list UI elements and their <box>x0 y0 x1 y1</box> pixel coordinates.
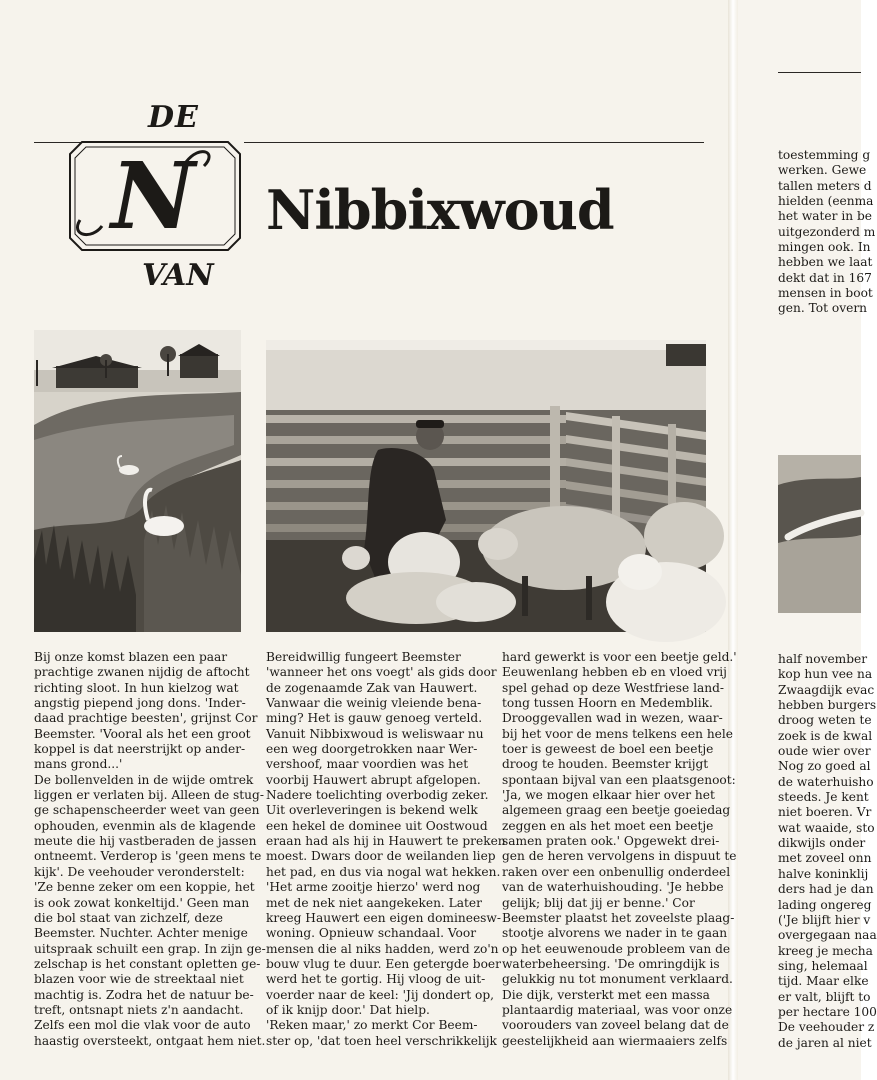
header-van: VAN <box>142 258 214 293</box>
article-column-3: hard gewerkt is voor een beetje geld.' Eeuwenlang hebben eb en vloed vrij spel gehad op deze Westfriese land- tong tussen Hoorn en Medemblik. Drooggevallen wad in wezen, waar- bij het voor de mens telkens een hele toer is geweest de boel een beetje droog te houden. Beemster krijgt spontaan bijval van een plaatsgenoot: 'Ja, we mogen elkaar hier over het algemeen graag een beetje goeiedag zeggen en als het moet een beetje samen praten ook.' Opgewekt drei- gen de heren vervolgens in dispuut te raken over een onbenullig onderdeel van de waterhuishouding. 'Je hebbe gelijk; blij dat jij er benne.' Cor Beemster plaatst het zoveelste plaag- stootje alvorens we nader in te gaan op het eeuwenoude probleem van de waterbeheersing. 'De omringdijk is gelukkig nu tot monument verklaard. Die dijk, versterkt met een massa plantaardig materiaal, was voor onze voorouders van zoveel belang dat de geestelijkheid aan wiermaaiers zelfs <box>502 650 737 1048</box>
n-logo <box>68 140 242 252</box>
next-page-text-bottom: half november kop hun vee na Zwaagdijk evac hebben burgers droog weten te zoek is de kwal oude wier over Nog zo goed al de waterhuisho steeds. Je kent niet boeren. Vr wat waaide, sto dikwijls onder met zoveel onn halve koninklij ders had je dan lading ongereg ('Je blijft hier v overgegaan naa kreeg je mecha sing, helemaal tijd. Maar elke er valt, blijft to per hectare 100 De veehouder z de jaren al niet <box>778 652 877 1050</box>
photo-swans-pond <box>34 330 241 632</box>
logo-letter: N <box>110 142 196 250</box>
next-page-text-top: toestemming g werken. Gewe tallen meters d hielden (eenma het water in be uitgezonderd m mingen ook. In hebben we laat dekt dat in 167 mensen in boot gen. Tot overn <box>778 148 876 316</box>
header-de: DE <box>148 100 199 135</box>
photo-sheep-shearing <box>266 340 706 632</box>
article-column-1: Bij onze komst blazen een paar prachtige zwanen nijdig de aftocht richting sloot. In hun kielzog wat angstig piepend jong dons. 'Inder- daad prachtige beesten', grijnst Cor Beemster. 'Vooral als het een groot koppel is dat neerstrijkt op ander- mans grond...' De bollenvelden in de wijde omtrek liggen er verlaten bij. Alleen de stug- ge schapenscheerder weet van geen ophouden, evenmin als de klagende meute die hij vastberaden de jassen ontneemt. Verderop is 'geen mens te kijk'. De veehouder veronderstelt: 'Ze benne zeker om een koppie, het is ook zowat konkeltijd.' Geen man die bol staat van zichzelf, deze Beemster. Nuchter. Achter menige uitspraak schuilt een grap. In zijn ge- zelschap is het constant opletten ge- blazen voor wie de streektaal niet machtig is. Zodra het de natuur be- treft, ontsnapt niets z'n aandacht. Zelfs een mol die vlak voor de auto haastig oversteekt, ontgaat hem niet. <box>34 650 266 1048</box>
article-column-2: Bereidwillig fungeert Beemster 'wanneer het ons voegt' als gids door de zogenaamde Zak van Hauwert. Vanwaar die weinig vleiende bena- ming? Het is gauw genoeg verteld. Vanuit Nibbixwoud is weliswaar nu een weg doorgetrokken naar Wer- vershoof, maar voordien was het voorbij Hauwert abrupt afgelopen. Nadere toelichting overbodig zeker. Uit overleveringen is bekend welk een hekel de dominee uit Oostwoud eraan had als hij in Hauwert te preken moest. Dwars door de weilanden liep het pad, en dus via nogal wat hekken. 'Het arme zooitje hierzo' werd nog met de nek niet aangekeken. Later kreeg Hauwert een eigen domineesw- woning. Opnieuw schandaal. Voor mensen die al niks hadden, werd zo'n bouw vlug te duur. Een getergde boer werd het te gortig. Hij vloog de uit- voerder naar de keel: 'Jij dondert op, of ik knijp door.' Dat hielp. 'Reken maar,' zo merkt Cor Beem- ster op, 'dat toen heel verschrikkelijk <box>266 650 506 1048</box>
next-page-clip <box>738 0 877 1080</box>
header-rule-right <box>244 142 704 143</box>
article-title: Nibbixwoud <box>266 178 614 242</box>
